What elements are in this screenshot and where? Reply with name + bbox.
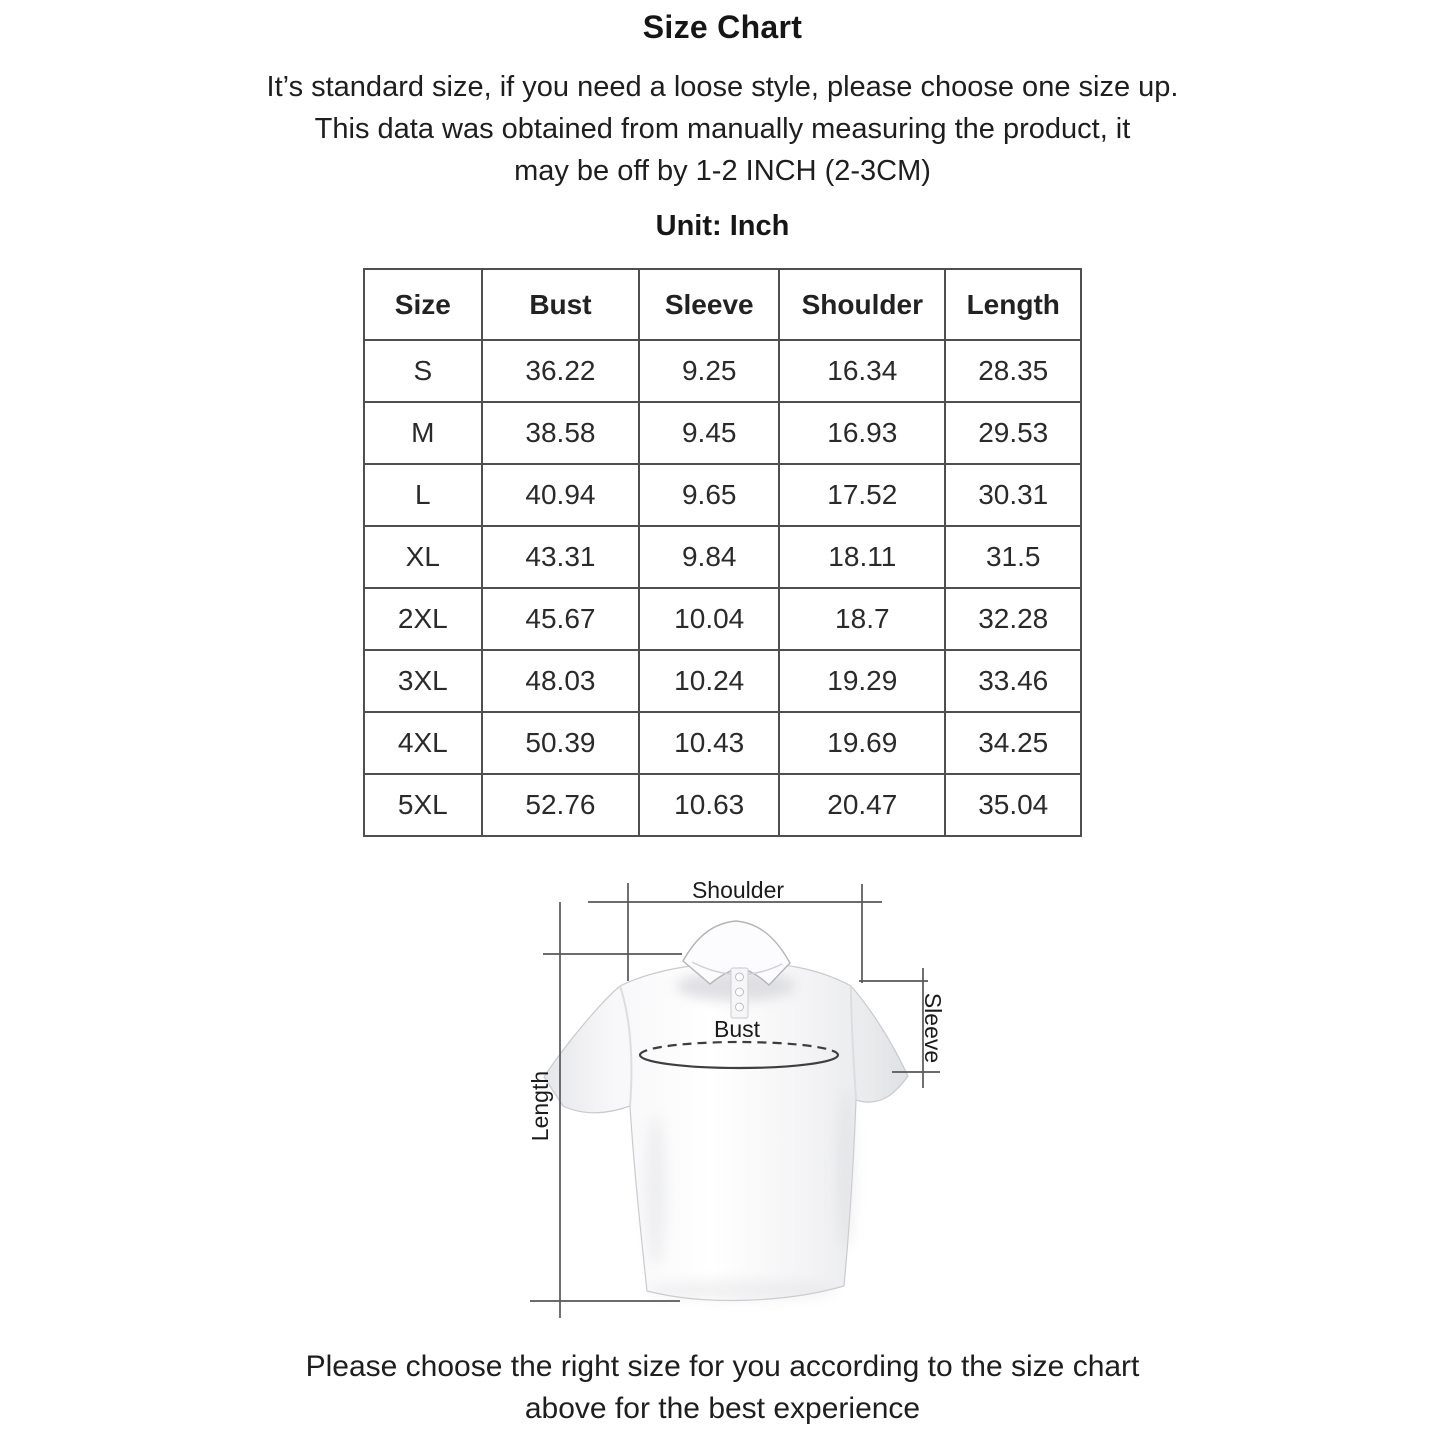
table-row [364, 650, 1081, 712]
table-row [364, 774, 1081, 836]
bust-label: Bust [713, 1016, 761, 1042]
table-cell-bust: 48.03 [482, 650, 640, 712]
size-table [363, 268, 1082, 837]
table-cell-size: M [364, 402, 482, 464]
table-cell-length: 31.5 [945, 526, 1081, 588]
table-cell-sleeve: 10.24 [639, 650, 779, 712]
table-cell-bust: 52.76 [482, 774, 640, 836]
footer-note [0, 1346, 1445, 1430]
table-cell-length: 29.53 [945, 402, 1081, 464]
table-cell-sleeve: 9.65 [639, 464, 779, 526]
table-row [364, 340, 1081, 402]
table-row [364, 712, 1081, 774]
size-note-line-2: This data was obtained from manually measuring the product, it [314, 113, 1131, 145]
footer-note-line-2: above for the best experience [524, 1392, 921, 1425]
table-cell-size: XL [364, 526, 482, 588]
unit-label: Unit: Inch [655, 210, 790, 242]
table-cell-shoulder: 17.52 [779, 464, 945, 526]
length-label: Length [527, 1070, 554, 1142]
table-cell-size: 4XL [364, 712, 482, 774]
footer-note-line-1: Please choose the right size for you according to the size chart [305, 1350, 1140, 1383]
table-cell-sleeve: 9.25 [639, 340, 779, 402]
column-header-sleeve: Sleeve [639, 269, 779, 340]
table-cell-bust: 40.94 [482, 464, 640, 526]
button [736, 1003, 744, 1011]
table-row [364, 526, 1081, 588]
table-cell-length: 28.35 [945, 340, 1081, 402]
table-cell-length: 32.28 [945, 588, 1081, 650]
body-shadow-right [836, 1090, 856, 1250]
table-cell-bust: 43.31 [482, 526, 640, 588]
column-header-bust: Bust [482, 269, 640, 340]
table-cell-sleeve: 10.04 [639, 588, 779, 650]
table-row [364, 588, 1081, 650]
button [736, 973, 744, 981]
table-cell-size: L [364, 464, 482, 526]
table-cell-sleeve: 9.84 [639, 526, 779, 588]
table-cell-size: 5XL [364, 774, 482, 836]
table-header-row [364, 269, 1081, 340]
table-cell-length: 33.46 [945, 650, 1081, 712]
table-cell-shoulder: 19.29 [779, 650, 945, 712]
table-cell-length: 30.31 [945, 464, 1081, 526]
polo-shirt-illustration [544, 921, 908, 1300]
size-note [0, 66, 1445, 192]
shoulder-label: Shoulder [691, 877, 785, 903]
table-cell-sleeve: 10.43 [639, 712, 779, 774]
table-cell-shoulder: 16.93 [779, 402, 945, 464]
table-cell-bust: 45.67 [482, 588, 640, 650]
table-cell-sleeve: 10.63 [639, 774, 779, 836]
table-cell-shoulder: 19.69 [779, 712, 945, 774]
size-note-line-1: It’s standard size, if you need a loose style, please choose one size up. [266, 71, 1179, 103]
hem-shadow [647, 1280, 837, 1300]
column-header-shoulder: Shoulder [779, 269, 945, 340]
table-cell-length: 35.04 [945, 774, 1081, 836]
table-cell-size: 3XL [364, 650, 482, 712]
table-cell-length: 34.25 [945, 712, 1081, 774]
sleeve-label: Sleeve [919, 992, 946, 1064]
measurement-diagram [480, 870, 1010, 1330]
button [736, 988, 744, 996]
size-note-line-3: may be off by 1-2 INCH (2-3CM) [514, 155, 931, 187]
table-cell-bust: 36.22 [482, 340, 640, 402]
column-header-size: Size [364, 269, 482, 340]
body-shadow-left [645, 1115, 667, 1265]
table-cell-shoulder: 16.34 [779, 340, 945, 402]
table-row [364, 402, 1081, 464]
table-cell-shoulder: 18.7 [779, 588, 945, 650]
table-cell-size: 2XL [364, 588, 482, 650]
table-cell-bust: 50.39 [482, 712, 640, 774]
table-cell-size: S [364, 340, 482, 402]
table-cell-shoulder: 20.47 [779, 774, 945, 836]
table-cell-shoulder: 18.11 [779, 526, 945, 588]
table-row [364, 464, 1081, 526]
column-header-length: Length [945, 269, 1081, 340]
table-cell-bust: 38.58 [482, 402, 640, 464]
table-cell-sleeve: 9.45 [639, 402, 779, 464]
page-title: Size Chart [642, 9, 803, 45]
